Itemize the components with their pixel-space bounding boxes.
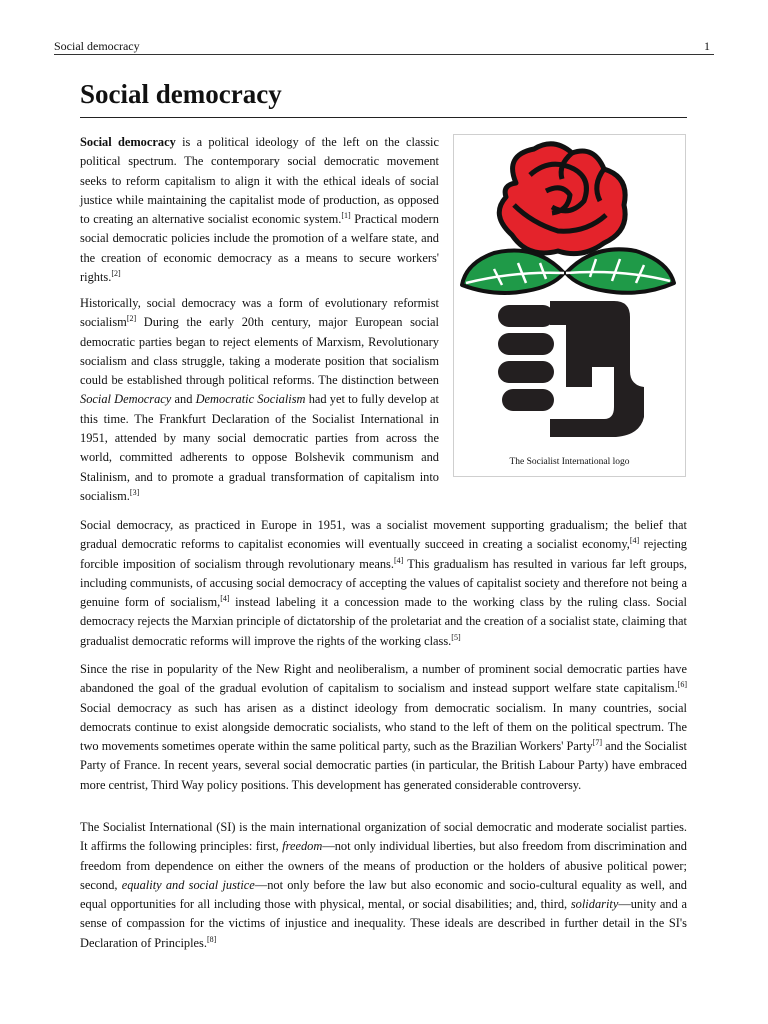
italic-term: Democratic Socialism [195,392,306,407]
text-run: Social democracy as such has arisen as a distinct ideology from democratic socialism. In many countries, social democrats continue to exist alongside democratic socialists, who stand to the left of them on the political spectrum. The two movements sometimes operate within the same political party, such as the Brazilian Workers' Party [80,700,687,754]
bold-term: Social democracy [80,135,176,149]
paragraph-intro [80,133,439,287]
text-run: Historically, social democracy was a form of evolutionary reformist socialism [80,296,439,330]
citation-link[interactable]: [4] [220,594,230,604]
leaf-icon [462,249,674,293]
text-run: Since the rise in popularity of the New Right and neoliberalism, a number of prominent social democratic parties have abandoned the goal of the gradual evolution of capitalism to socialism and instead support welfare state capitalism. [80,662,687,696]
paragraph-socialist-international [80,818,687,953]
paragraph-new-right [80,660,687,795]
text-run: —unity and a sense of compassion for the victims of injustice and inequality. These ideals are described in further detail in the SI's Declaration of Principles. [80,897,687,950]
text-run: This gradualism has resulted in various far left groups, including communists, of accusing social democracy of accepting the values of capitalist society and therefore not being a genuine form of socialism, [80,556,687,610]
text-run: The Socialist International (SI) is the main international organization of social democratic and moderate socialist parties. It affirms the following principles: first, [80,820,687,854]
text-run: instead labeling it a concession made to the working class by the ruling class. Social democracy rejects the Marxian principle of dictatorship of the proletariat and the creation of a socialist state, claiming that gradualist democratic reforms will improve the rights of the working class. [80,595,687,648]
citation-link[interactable]: [3] [129,487,140,497]
text-run: had yet to fully develop at this time. The Frankfurt Declaration of the Socialist International in 1951, attended by many social democratic parties from across the world, committed adherents to oppose Bolshevik communism and Stalinism, and to promote a gradual transformation of capitalism into socialism. [80,392,439,503]
italic-term: solidarity [570,897,619,912]
text-run: —not only individual liberties, but also freedom from discrimination and freedom from dependence on either the owners of the means of production or the holders of abusive political power; second, [80,839,687,892]
text-run: is a political ideology of the left on the classic political spectrum. The contemporary social democratic movement seeks to reform capitalism to align it with the ethical ideals of social justice while maintaining the capitalist mode of production, as opposed to creating an alternative socialist economic system. [80,135,439,227]
running-title: Social democracy [54,39,140,53]
logo-figure [453,134,686,477]
socialist-international-logo [454,135,687,455]
figure-caption: The Socialist International logo [509,457,630,467]
citation-link[interactable]: [2] [126,314,137,324]
italic-term: equality and social justice [121,877,255,892]
page-number: 1 [704,39,710,53]
text-run: Social democracy, as practiced in Europe in 1951, was a socialist movement supporting gradualism; the belief that gradual democratic reforms to capitalist economies will eventually succeed in creating a socialist economy, [80,518,687,552]
italic-term: freedom [282,839,323,854]
citation-link[interactable]: [5] [451,632,461,642]
citation-link[interactable]: [6] [677,680,687,690]
italic-term: Social Democracy [80,392,172,407]
text-run: rejecting forcible imposition of socialism through revolutionary means. [80,537,687,571]
text-run: and the Socialist Party of France. In recent years, several social democratic parties (in particular, the British Labour Party) have embraced more centrist, Third Way policy positions. This development has generated considerable controversy. [80,739,687,792]
text-run: and [171,392,196,407]
citation-link[interactable]: [7] [592,738,602,748]
page-title: Social democracy [80,76,687,118]
text-run: —not only before the law but also economic and socio-cultural equality as well, and equal opportunities for all including those with physical, mental, or social disabilities; and, third, [80,877,687,912]
paragraph-history [80,294,439,506]
fist-icon [498,301,644,437]
paragraph-gradualism [80,516,687,651]
rose-icon [499,144,625,254]
text-run: Practical modern social democratic policies include the promotion of a welfare state, and the creation of economic democracy as a means to secure workers' rights. [80,212,439,285]
citation-link[interactable]: [2] [111,269,121,279]
citation-link[interactable]: [4] [393,555,404,565]
citation-link[interactable]: [1] [341,211,351,221]
citation-link[interactable]: [8] [206,934,217,944]
running-header [54,38,714,55]
citation-link[interactable]: [4] [629,536,640,546]
text-run: During the early 20th century, major European social democratic parties began to reject elements of Marxism, Revolutionary socialism and class struggle, taking a moderate position that socialism could be established through political reforms. The distinction between [80,315,439,388]
